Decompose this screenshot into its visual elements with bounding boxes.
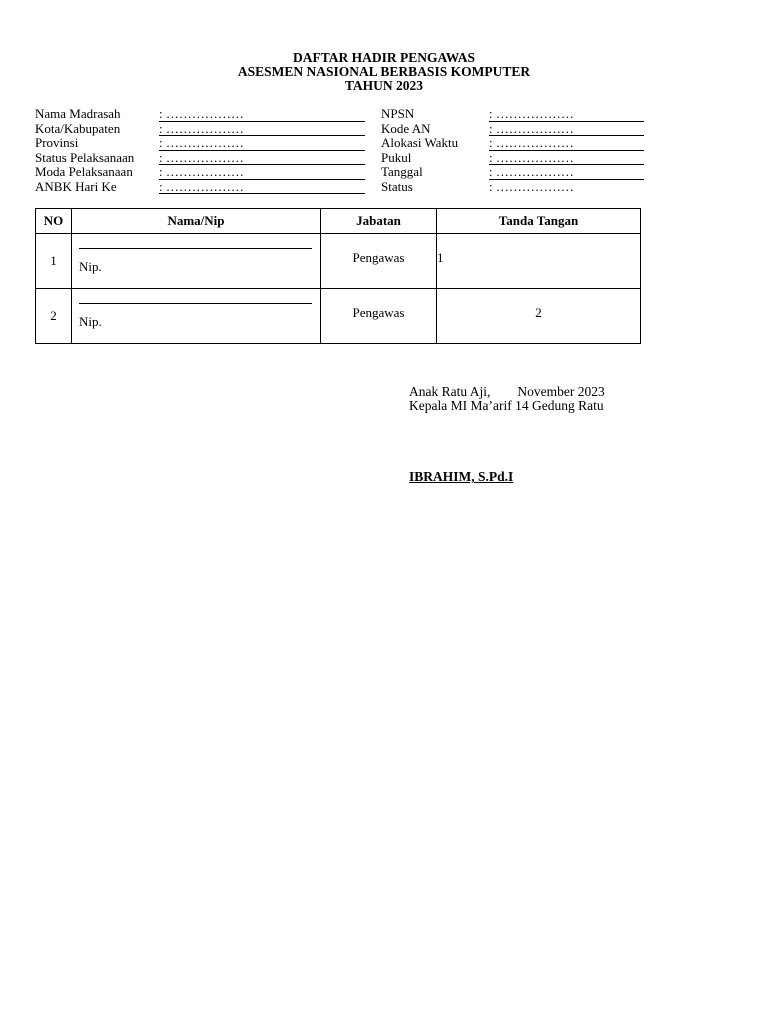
info-label: Moda Pelaksanaan [35,164,133,179]
jabatan-value: Pengawas [352,305,405,320]
info-left-block [35,107,365,194]
info-value: : ……………… [489,136,644,151]
info-label: Provinsi [35,135,79,150]
info-row-provinsi [35,136,365,151]
document-subtitle: ASESMEN NASIONAL BERBASIS KOMPUTER [237,64,531,79]
info-row-anbk-hari-ke [35,180,365,195]
info-label: Status Pelaksanaan [35,149,135,165]
info-row-alokasi-waktu [381,136,644,151]
info-label: ANBK Hari Ke [35,178,117,194]
jabatan-value: Pengawas [352,250,405,265]
info-label: Pukul [381,149,412,165]
jabatan-cell [321,234,437,289]
signature-number: 2 [535,305,542,320]
signer-position: Kepala MI Ma’arif 14 Gedung Ratu [409,398,604,413]
info-value: : ……………… [489,107,644,122]
info-label: Kode AN [381,120,431,136]
info-value: : ……………… [159,107,365,122]
info-value: : ……………… [159,151,365,166]
document-year: TAHUN 2023 [344,78,424,93]
jabatan-cell [321,289,437,344]
info-row-status-pelaksanaan [35,151,365,166]
column-header-no: NO [36,209,72,234]
info-row-moda-pelaksanaan [35,165,365,180]
info-value: : ……………… [489,151,644,166]
info-row-status [381,180,644,195]
info-label: Tanggal [381,164,423,179]
info-value: : ……………… [159,180,365,195]
attendance-table [35,208,641,344]
column-header-jabatan: Jabatan [321,209,437,234]
info-value: : ……………… [489,165,644,180]
info-row-npsn [381,107,644,122]
signer-name: IBRAHIM, S.Pd.I [409,469,514,484]
name-nip-cell [72,234,321,289]
table-row [36,234,641,289]
info-row-tanggal [381,165,644,180]
signature-cell [437,234,641,289]
row-number: 1 [36,234,72,289]
info-row-kode-an [381,122,644,137]
info-value: : ……………… [489,178,574,194]
info-label: NPSN [381,106,415,121]
info-label: Nama Madrasah [35,106,121,121]
info-label: Status [381,178,413,194]
table-row [36,289,641,344]
info-value: : ……………… [159,136,365,151]
column-header-nama-nip: Nama/Nip [72,209,321,234]
table-header-row [36,209,641,234]
nip-label: Nip. [79,258,102,274]
row-number: 2 [36,289,72,344]
info-row-pukul [381,151,644,166]
info-row-kota-kabupaten [35,122,365,137]
signature-cell [437,289,641,344]
signature-number: 1 [437,250,444,265]
place-date: Anak Ratu Aji, November 2023 [409,384,605,399]
info-label: Alokasi Waktu [381,135,459,150]
name-line [79,248,312,259]
nip-label: Nip. [79,313,102,329]
name-nip-cell [72,289,321,344]
info-value: : ……………… [489,122,644,137]
info-row-nama-madrasah [35,107,365,122]
info-value: : ……………… [159,165,365,180]
info-right-block [381,107,644,194]
info-value: : ……………… [159,122,365,137]
name-line [79,303,312,314]
column-header-tanda-tangan: Tanda Tangan [437,209,641,234]
info-label: Kota/Kabupaten [35,120,121,136]
document-title: DAFTAR HADIR PENGAWAS [292,50,475,65]
